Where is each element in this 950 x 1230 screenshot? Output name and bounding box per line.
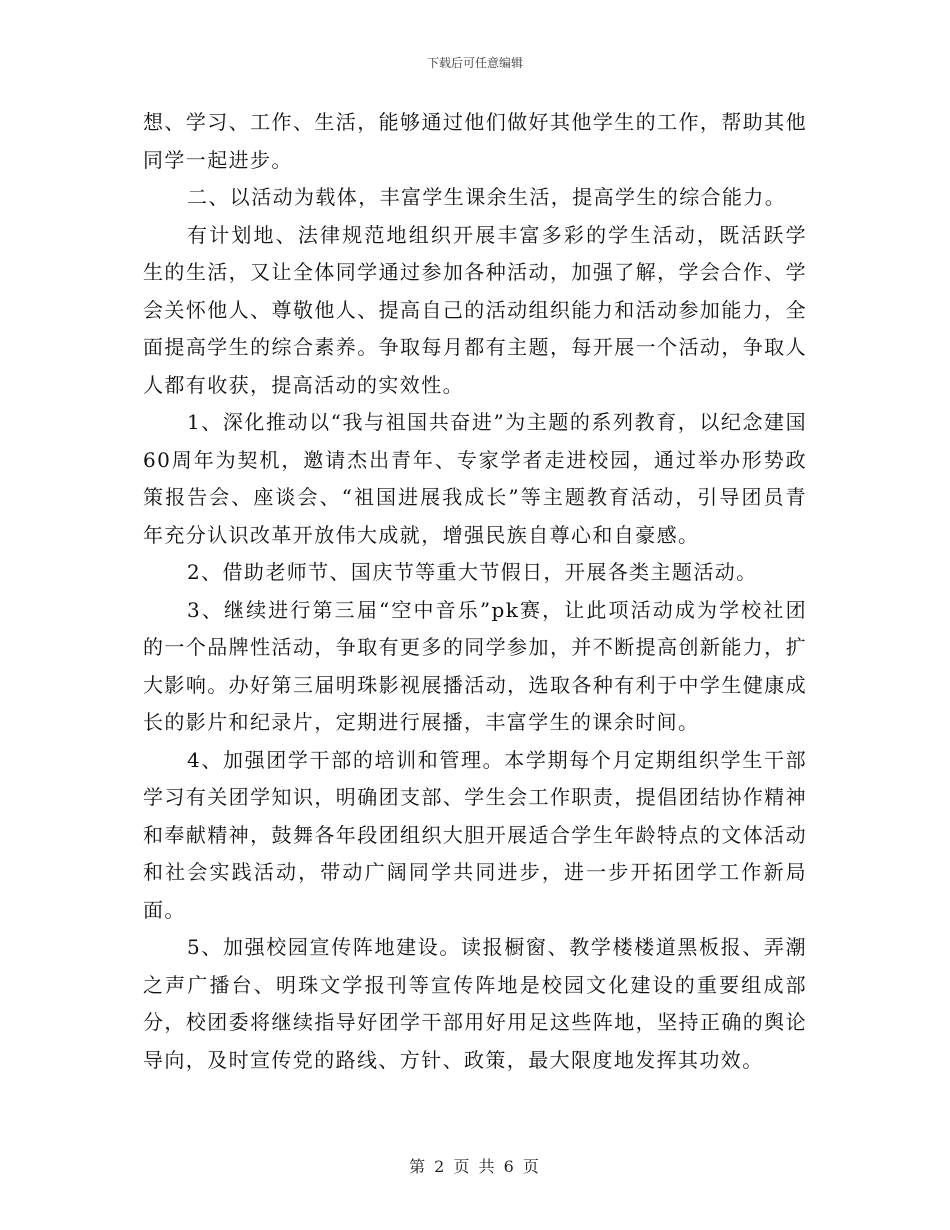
list-item-2: 2、借助老师节、国庆节等重大节假日，开展各类主题活动。 [187,560,758,584]
list-item-4: 4、加强团学干部的培训和管理。本学期每个月定期组织学生干部学习有关团学知识，明确团支部、学生会工作职责，提倡团结协作精神和奉献精神，鼓舞各年段团组织大胆开展适合学生年龄特点的文体活动和社会实践活动，带动广阔同学共同进步，进一步开拓团学工作新局面。 [143,747,807,922]
list-item-3: 3、继续进行第三届“空中音乐”pk赛，让此项活动成为学校社团的一个品牌性活动，争取有更多的同学参加，并不断提高创新能力，扩大影响。办好第三届明珠影视展播活动，选取各种有利于中学生健康成长的影片和纪录片，定期进行展播，丰富学生的课余时间。 [143,597,807,734]
paragraph: 有计划地、法律规范地组织开展丰富多彩的学生活动，既活跃学生的生活，又让全体同学通过参加各种活动，加强了解，学会合作、学会关怀他人、尊敬他人、提高自己的活动组织能力和活动参加能力，全面提高学生的综合素养。争取每月都有主题，每开展一个活动，争取人人都有收获，提高活动的实效性。 [143,222,807,397]
list-item-1: 1、深化推动以“我与祖国共奋进”为主题的系列教育，以纪念建国60周年为契机，邀请杰出青年、专家学者走进校园，通过举办形势政策报告会、座谈会、“祖国进展我成长”等主题教育活动，引导团员青年充分认识改革开放伟大成就，增强民族自尊心和自豪感。 [143,410,807,547]
page-number: 第 2 页 共 6 页 [409,1157,541,1176]
paragraph-continuation: 想、学习、工作、生活，能够通过他们做好其他学生的工作，帮助其他同学一起进步。 [143,110,807,172]
section-heading: 二、以活动为载体，丰富学生课余生活，提高学生的综合能力。 [187,185,787,209]
document-body [143,104,807,1079]
list-item-5: 5、加强校园宣传阵地建设。读报橱窗、教学楼楼道黑板报、弄潮之声广播台、明珠文学报刊等宣传阵地是校园文化建设的重要组成部分，校团委将继续指导好团学干部用好用足这些阵地，坚持正确的舆论导向，及时宣传党的路线、方针、政策，最大限度地发挥其功效。 [143,935,807,1072]
page-header-note: 下载后可任意编辑 [426,56,523,70]
